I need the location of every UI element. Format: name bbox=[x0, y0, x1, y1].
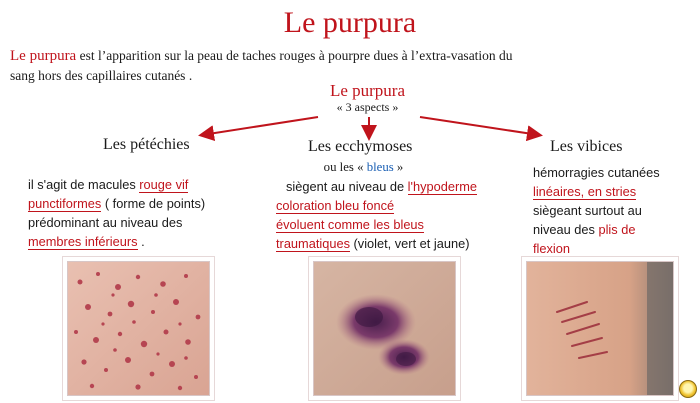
photo-ecchymoses bbox=[313, 261, 456, 396]
text-fragment: il s'agit de macules bbox=[28, 177, 140, 192]
col-petechies-title: Les pétéchies bbox=[103, 136, 190, 153]
col-ecchymoses-text bbox=[276, 158, 526, 253]
arrow-left bbox=[202, 117, 318, 135]
text-fragment: prédominant au niveau des bbox=[28, 215, 183, 230]
highlight-membres-inferieurs: membres inférieurs bbox=[28, 234, 138, 249]
text-fragment: siègeant surtout au bbox=[533, 203, 642, 218]
center-heading-subtitle: « 3 aspects » bbox=[336, 100, 399, 114]
center-heading-title: Le purpura bbox=[329, 81, 406, 100]
col-vibices-text bbox=[533, 163, 693, 258]
photo-petechies bbox=[67, 261, 210, 396]
highlight-lineaires: linéaires, en stries bbox=[533, 184, 637, 199]
text-fragment: ( forme de points) bbox=[101, 196, 206, 211]
text-fragment: . bbox=[137, 234, 145, 249]
text-fragment: siègent au niveau de bbox=[286, 179, 408, 194]
highlight-traumatiques: traumatiques bbox=[276, 236, 350, 251]
highlight-punctiformes: punctiformes bbox=[28, 196, 102, 211]
photo-vibices bbox=[526, 261, 674, 396]
text-fragment: (violet, vert et jaune) bbox=[349, 236, 470, 251]
highlight-evoluent: évoluent comme les bleus bbox=[276, 217, 424, 232]
highlight-flexion: flexion bbox=[533, 241, 570, 256]
lightbulb-logo-icon bbox=[679, 380, 697, 398]
col-vibices-title: Les vibices bbox=[550, 138, 623, 155]
text-fragment: ou les « bbox=[323, 160, 367, 174]
highlight-plis: plis de bbox=[598, 222, 636, 237]
highlight-hypoderme: l'hypoderme bbox=[407, 179, 477, 194]
intro-line2: sang hors des capillaires cutanés . bbox=[10, 68, 193, 83]
text-fragment: hémorragies cutanées bbox=[533, 165, 660, 180]
col-petechies-text bbox=[28, 175, 268, 251]
text-fragment: niveau des bbox=[533, 222, 599, 237]
highlight-coloration: coloration bleu foncé bbox=[276, 198, 395, 213]
highlight-rouge-vif: rouge vif bbox=[139, 177, 189, 192]
intro-line1: est l’apparition sur la peau de taches rouges à pourpre dues à l’extra-vasation du bbox=[76, 48, 513, 63]
page-title: Le purpura bbox=[283, 6, 417, 39]
text-fragment: » bbox=[393, 160, 404, 174]
highlight-bleus: bleus bbox=[366, 160, 394, 174]
intro-term: Le purpura bbox=[10, 48, 77, 64]
arrow-right bbox=[420, 117, 539, 135]
col-ecchymoses-title: Les ecchymoses bbox=[308, 138, 413, 155]
